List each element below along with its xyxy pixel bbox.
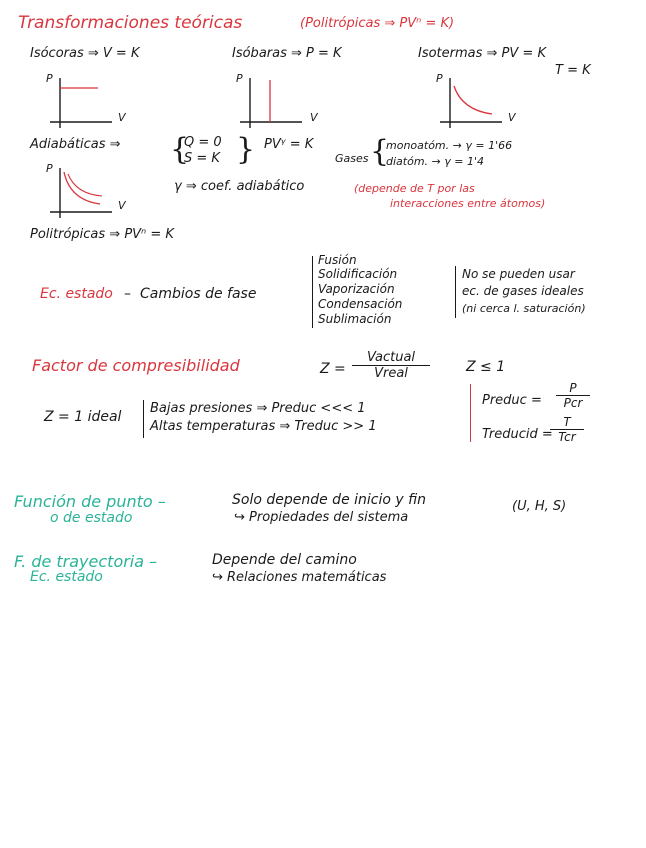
z-denominator: Vreal [374,366,408,381]
isotermas-t-label: T = K [555,63,591,78]
funcion-punto-variables: (U, H, S) [512,499,567,514]
phase-note: ec. de gases ideales [462,284,584,298]
page-title: Transformaciones teóricas [18,13,243,33]
isobaras-graph [240,76,320,136]
phase-item: Sublimación [318,312,392,326]
z-ideal: Z = 1 ideal [44,409,122,425]
graph4-p-axis-label: P [46,162,53,175]
funcion-trayectoria-title: F. de trayectoria – [14,552,158,571]
graph1-v-axis-label: V [118,111,126,124]
p-reduced-fraction [556,381,590,410]
adia-s: S = K [184,151,220,166]
p-reduced-numerator: P [556,381,590,396]
conditions-brace-line [143,400,144,438]
phase-item: Fusión [318,253,357,267]
z-numerator: Vactual [352,350,430,366]
reduced-brace-line [470,384,471,442]
gamma-note-line1: (depende de T por las [354,182,475,195]
funcion-trayectoria-subtitle: Ec. estado [30,569,103,585]
t-reduced-numerator: T [550,415,584,430]
phase-item: Solidificación [318,267,398,281]
graph2-p-axis-label: P [236,72,243,85]
isocoras-graph [50,76,130,136]
isotermas-graph [440,76,520,136]
z-equals: Z = [320,361,346,377]
isobaras-label: Isóbaras ⇒ P = K [232,46,342,61]
p-reduced-denominator: Pcr [563,396,583,410]
t-reduced-fraction [550,415,584,444]
z-le-one: Z ≤ 1 [466,359,506,375]
graph3-p-axis-label: P [436,72,443,85]
gamma-definition: γ ⇒ coef. adiabático [174,179,305,194]
funcion-trayectoria-relations: ↪ Relaciones matemáticas [212,570,387,585]
funcion-punto-title: Función de punto – [14,492,166,511]
phase-dash: – [124,286,131,302]
isocoras-label: Isócoras ⇒ V = K [30,46,140,61]
t-reduced-label: Treducid = [482,427,553,442]
cambios-fase-label: Cambios de fase [140,286,257,302]
diatomic-gamma: diatóm. → γ = 1'4 [386,155,484,168]
adia-q: Q = 0 [184,135,222,150]
adiabaticas-graph [50,166,130,226]
graph4-v-axis-label: V [118,199,126,212]
gamma-note-line2: interacciones entre átomos) [390,197,546,210]
isotermas-label: Isotermas ⇒ PV = K [418,46,546,61]
brace-icon: { [170,132,190,167]
graph2-v-axis-label: V [310,111,318,124]
gases-label: Gases [335,152,369,165]
p-reduced-label: Preduc = [482,393,542,408]
brace-icon: } [236,132,256,167]
graph1-p-axis-label: P [46,72,53,85]
politropicas-label: Politrópicas ⇒ PVⁿ = K [30,227,174,242]
adiabaticas-label: Adiabáticas ⇒ [30,137,121,152]
phase-item: Vaporización [318,282,395,296]
monoatomic-gamma: monoatóm. → γ = 1'66 [386,139,513,152]
graph3-v-axis-label: V [508,111,516,124]
compresibilidad-title: Factor de compresibilidad [32,356,240,375]
funcion-punto-subtitle: o de estado [50,510,133,526]
phase-note: (ni cerca l. saturación) [462,302,586,315]
z-fraction [352,350,430,381]
condition-high-temperature: Altas temperaturas ⇒ Treduc >> 1 [150,419,377,434]
funcion-punto-properties: ↪ Propiedades del sistema [234,510,409,525]
phase-brace-line [312,256,313,328]
phase-note-line [455,266,456,318]
t-reduced-denominator: Tcr [558,430,576,444]
title-note: (Politrópicas ⇒ PVⁿ = K) [300,16,455,31]
brace-icon: { [370,134,390,169]
condition-low-pressure: Bajas presiones ⇒ Preduc <<< 1 [150,401,366,416]
funcion-trayectoria-description: Depende del camino [212,552,357,568]
phase-note: No se pueden usar [462,267,575,281]
adia-pv: PVᵞ = K [264,137,314,152]
funcion-punto-description: Solo depende de inicio y fin [232,492,427,508]
ec-estado-label: Ec. estado [40,286,113,302]
phase-item: Condensación [318,297,403,311]
